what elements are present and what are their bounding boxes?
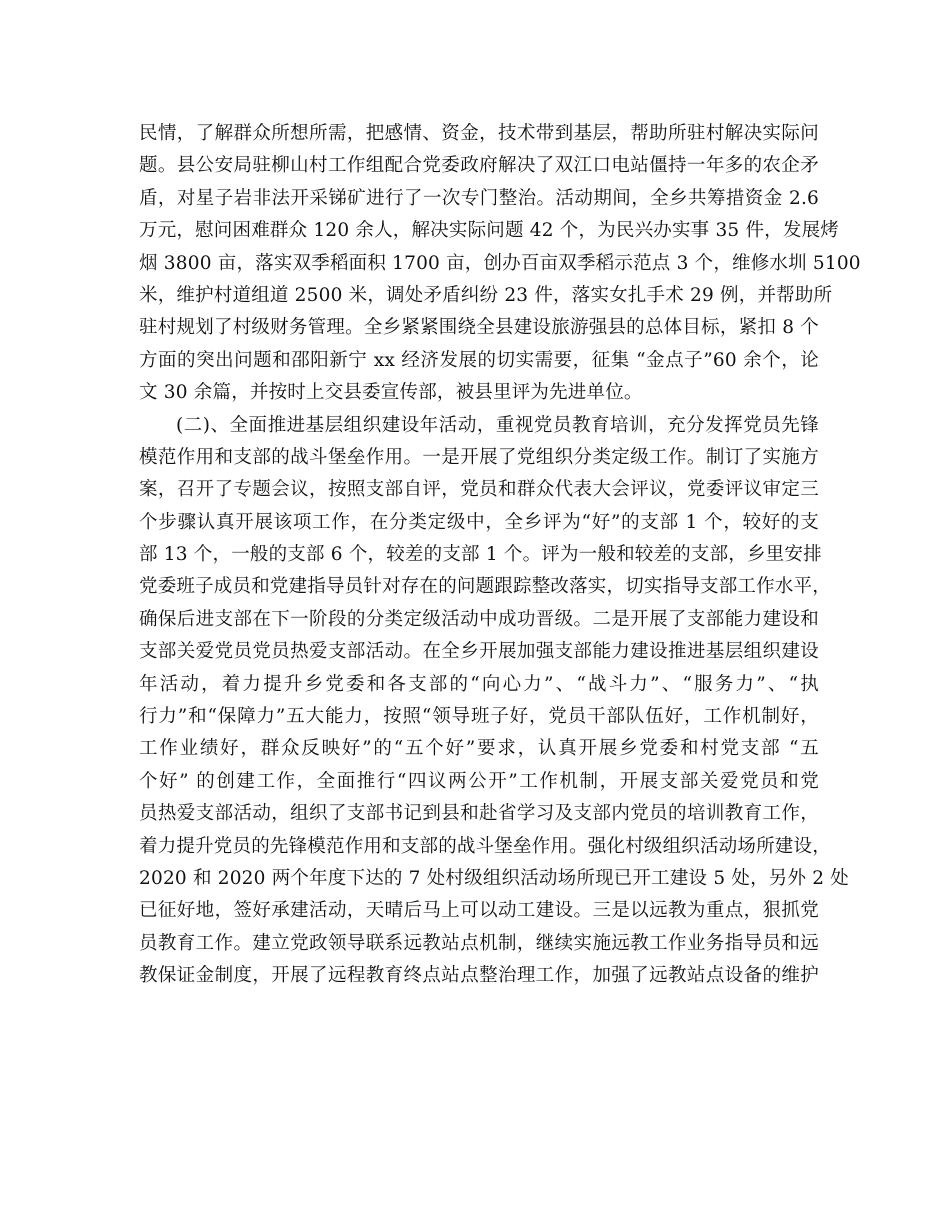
- text-line: 个步骤认真开展该项工作，在分类定级中，全乡评为“好”的支部 1 个，较好的支: [139, 511, 819, 533]
- text-line: 盾，对星子岩非法开采锑矿进行了一次专门整治。活动期间，全乡共筹措资金 2.6: [139, 187, 819, 209]
- text-line: 工作业绩好，群众反映好”的“五个好”要求，认真开展乡党委和村党支部 “五: [139, 738, 819, 760]
- text-line: 米，维护村道组道 2500 米，调处矛盾纠纷 23 件，落实女扎手术 29 例，并帮助所: [139, 284, 833, 306]
- text-line: 2020 和 2020 两个年度下达的 7 处村级组织活动场所现已开工建设 5 处，另外 2 处: [139, 867, 850, 889]
- body-text: [139, 118, 861, 993]
- text-line: 驻村规划了村级财务管理。全乡紧紧围绕全县建设旅游强县的总体目标，紧扣 8 个: [139, 317, 819, 339]
- text-line: 员热爱支部活动，组织了支部书记到县和赴省学习及支部内党员的培训教育工作，: [139, 803, 819, 825]
- paragraph-start-line: (二)、全面推进基层组织建设年活动，重视党员教育培训，充分发挥党员先锋: [176, 414, 819, 436]
- text-line: 已征好地，签好承建活动，天晴后马上可以动工建设。三是以远教为重点，狠抓党: [139, 900, 819, 922]
- text-line: 模范作用和支部的战斗堡垒作用。一是开展了党组织分类定级工作。制订了实施方: [139, 446, 819, 468]
- paragraph-end-line: 文 30 余篇，并按时上交县委宣传部，被县里评为先进单位。: [139, 382, 643, 404]
- text-line: 部 13 个，一般的支部 6 个，较差的支部 1 个。评为一般和较差的支部，乡里安排: [139, 544, 822, 566]
- text-line: 行力”和“保障力”五大能力，按照“领导班子好，党员干部队伍好，工作机制好，: [139, 706, 819, 728]
- text-line: 确保后进支部在下一阶段的分类定级活动中成功晋级。二是开展了支部能力建设和: [139, 608, 819, 630]
- text-line: 员教育工作。建立党政领导联系远教站点机制，继续实施远教工作业务指导员和远: [139, 932, 819, 954]
- text-line: 年活动，着力提升乡党委和各支部的“向心力”、“战斗力”、“服务力”、“执: [139, 673, 819, 695]
- text-line: 题。县公安局驻柳山村工作组配合党委政府解决了双江口电站僵持一年多的农企矛: [139, 155, 819, 177]
- text-line: 案，召开了专题会议，按照支部自评，党员和群众代表大会评议，党委评议审定三: [139, 479, 819, 501]
- text-line: 烟 3800 亩，落实双季稻面积 1700 亩，创办百亩双季稻示范点 3 个，维修水圳 5100: [139, 252, 861, 274]
- text-line: 教保证金制度，开展了远程教育终点站点整治理工作，加强了远教站点设备的维护: [139, 965, 819, 987]
- text-line: 个好” 的创建工作，全面推行“四议两公开”工作机制，开展支部关爱党员和党: [139, 770, 819, 792]
- text-line: 方面的突出问题和邵阳新宁 xx 经济发展的切实需要，征集 “金点子”60 余个，论: [139, 349, 819, 371]
- text-line: 支部关爱党员党员热爱支部活动。在全乡开展加强支部能力建设推进基层组织建设: [139, 641, 819, 663]
- text-line: 民情，了解群众所想所需，把感情、资金，技术带到基层，帮助所驻村解决实际问: [139, 123, 819, 144]
- text-line: 党委班子成员和党建指导员针对存在的问题跟踪整改落实，切实指导支部工作水平，: [139, 576, 831, 598]
- text-line: 着力提升党员的先锋模范作用和支部的战斗堡垒作用。强化村级组织活动场所建设，: [139, 835, 831, 857]
- text-line: 万元，慰问困难群众 120 余人，解决实际问题 42 个，为民兴办实事 35 件，发展烤: [139, 220, 839, 242]
